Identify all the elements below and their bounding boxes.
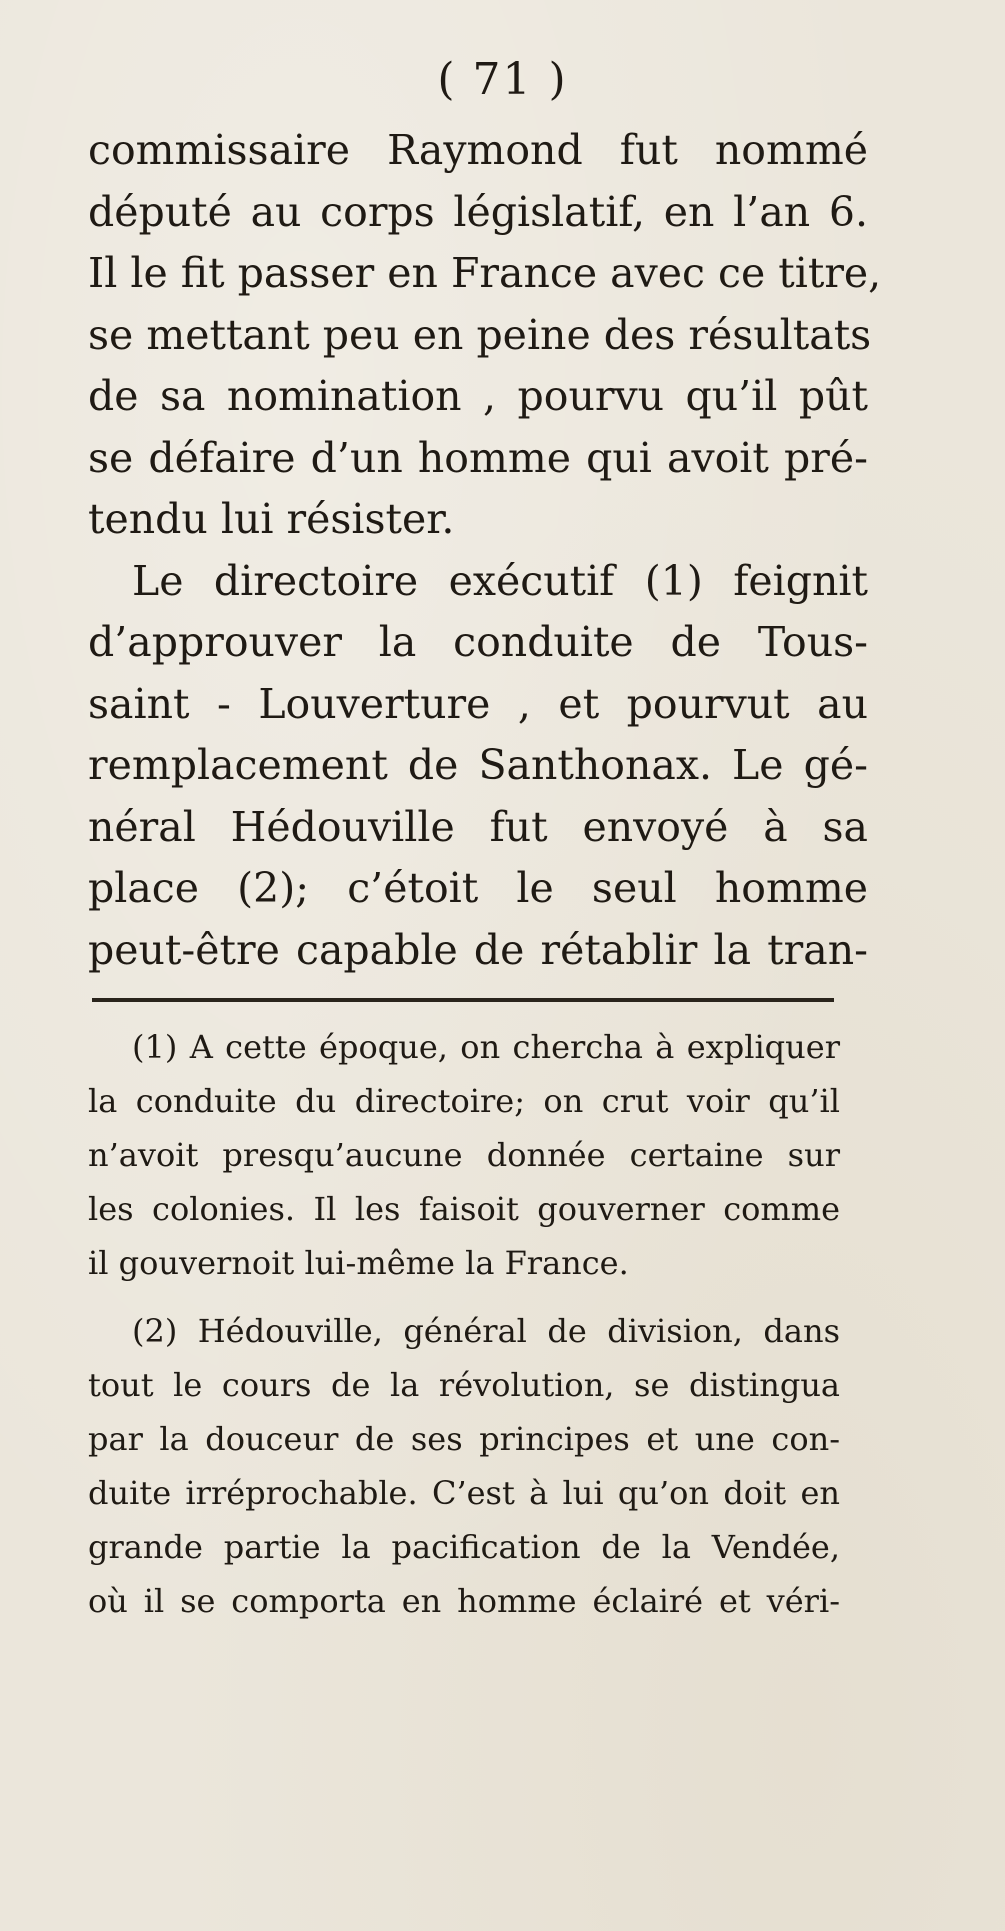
text-line: se mettant peu en peine des résultats: [88, 310, 872, 359]
footnote-line: la conduite du directoire; on crut voir qu’il: [88, 1082, 840, 1120]
footnote-line: n’avoit presqu’aucune donnée certaine sur: [88, 1136, 840, 1174]
footnote-line: il gouvernoit lui-même la France.: [88, 1244, 629, 1282]
text-line: néral Hédouville fut envoyé à sa: [88, 802, 868, 851]
text-line: Le directoire exécutif (1) feignit: [132, 556, 868, 605]
footnote-1: [88, 1020, 840, 1290]
page-number: ( 71 ): [437, 54, 568, 105]
footnote-line: les colonies. Il les faisoit gouverner comme: [88, 1190, 840, 1228]
footnote-line: tout le cours de la révolution, se distingua: [88, 1366, 840, 1404]
text-line: député au corps législatif, en l’an 6.: [88, 187, 868, 236]
text-line: commissaire Raymond fut nommé: [88, 126, 868, 174]
text-line: de sa nomination , pourvu qu’il pût: [88, 372, 868, 420]
footnote-line: (1) A cette époque, on chercha à expliquer: [132, 1028, 840, 1066]
text-line: Il le fit passer en France avec ce titre,: [88, 249, 882, 297]
footnote-divider: [92, 998, 834, 1002]
text-line: tendu lui résister.: [88, 495, 455, 543]
text-line: peut-être capable de rétablir la tran-: [88, 925, 868, 974]
footnote-line: duite irréprochable. C’est à lui qu’on doit en: [88, 1474, 840, 1512]
main-text: [88, 120, 882, 981]
footnote-line: grande partie la pacification de la Vendée,: [88, 1528, 840, 1566]
text-line: place (2); c’étoit le seul homme: [88, 864, 868, 912]
footnote-line: (2) Hédouville, général de division, dans: [132, 1312, 840, 1350]
footnote-line: où il se comporta en homme éclairé et véri-: [88, 1582, 840, 1620]
text-line: d’approuver la conduite de Tous-: [88, 618, 868, 666]
text-line: se défaire d’un homme qui avoit pré-: [88, 433, 868, 482]
footnotes: [88, 1020, 840, 1628]
text-line: remplacement de Santhonax. Le gé-: [88, 741, 868, 789]
text-line: saint - Louverture , et pourvut au: [88, 679, 868, 728]
footnote-line: par la douceur de ses principes et une con-: [88, 1420, 840, 1458]
footnote-2: [88, 1304, 840, 1628]
